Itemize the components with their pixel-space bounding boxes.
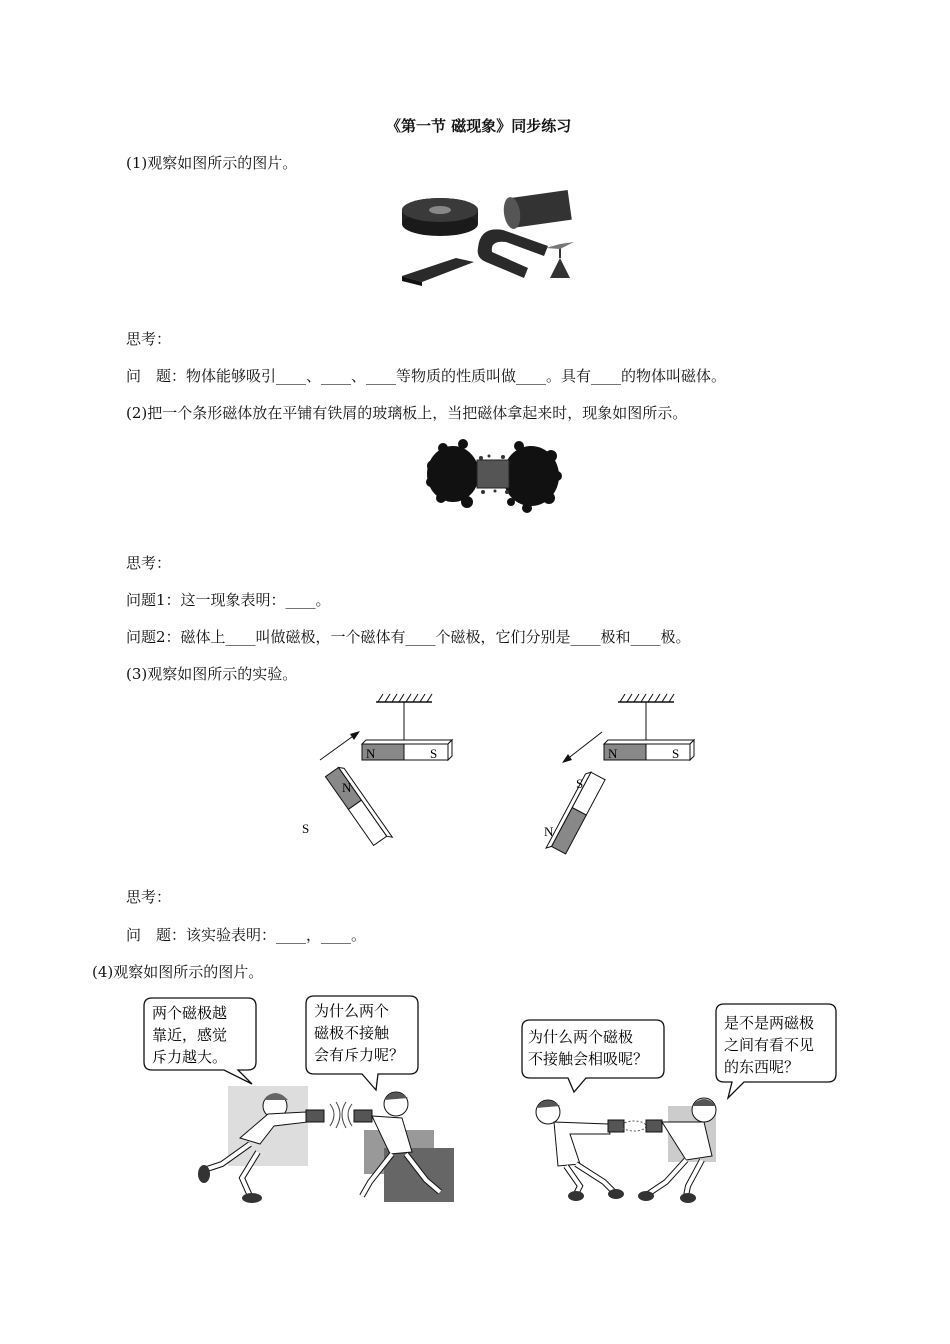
bubble-2-line-3: 会有斥力呢？: [314, 1046, 405, 1064]
hanging-magnet-s-label: S: [430, 746, 438, 761]
section-1-heading: (1)观察如图所示的图片。: [126, 154, 298, 172]
section-1-question: 问 题：物体能够吸引____、____、____等物质的性质叫做____。具有____的物体叫磁体。: [126, 367, 727, 385]
section-3-think: 思考：: [126, 888, 172, 906]
section-2-heading: (2)把一个条形磁体放在平铺有铁屑的玻璃板上，当把磁体拿起来时，现象如图所示。: [126, 404, 688, 422]
section-1-think: 思考：: [126, 330, 172, 348]
repulsion-experiment-figure: [290, 690, 470, 850]
attraction-cartoon-figure: [518, 1000, 848, 1205]
section-2-question-2: 问题2：磁体上____叫做磁极，一个磁体有____个磁极，它们分别是____极和____极。: [126, 628, 691, 646]
bubble-1-line-1: 两个磁极越: [152, 1004, 228, 1022]
section-3-question: 问 题：该实验表明：____，____。: [126, 926, 367, 944]
repulsion-cartoon-figure: [140, 992, 470, 1207]
page-title: 《第一节 磁现象》同步练习: [386, 117, 572, 135]
bubble-4-line-1: 是不是两磁极: [724, 1014, 815, 1032]
hand-magnet-s-label-2: S: [576, 776, 584, 791]
hand-magnet-n-label-2: N: [544, 824, 554, 839]
magnets-figure: [398, 188, 588, 288]
iron-filings-figure: [423, 436, 563, 516]
hanging-magnet-n-label-2: N: [608, 746, 618, 761]
hanging-magnet-s-label-2: S: [672, 746, 680, 761]
hanging-magnet-n-label: N: [366, 746, 376, 761]
bubble-3-line-2: 不接触会相吸呢？: [528, 1050, 649, 1068]
hand-magnet-s-label: S: [302, 821, 310, 836]
bubble-1-line-3: 斥力越大。: [152, 1048, 228, 1066]
hand-magnet-n-label: N: [342, 780, 352, 795]
bubble-2-line-1: 为什么两个: [314, 1002, 390, 1020]
bubble-4-line-2: 之间有看不见: [724, 1036, 815, 1054]
section-2-think: 思考：: [126, 554, 172, 572]
bubble-3-line-1: 为什么两个磁极: [528, 1028, 634, 1046]
section-3-heading: (3)观察如图所示的实验。: [126, 665, 298, 683]
bubble-1-line-2: 靠近，感觉: [152, 1026, 228, 1044]
bubble-2-line-2: 磁极不接触: [314, 1024, 390, 1042]
bubble-4-line-3: 的东西呢？: [724, 1058, 800, 1076]
section-4-heading: (4)观察如图所示的图片。: [92, 963, 264, 981]
attraction-experiment-figure: [532, 690, 712, 850]
section-2-question-1: 问题1：这一现象表明：____。: [126, 591, 331, 609]
